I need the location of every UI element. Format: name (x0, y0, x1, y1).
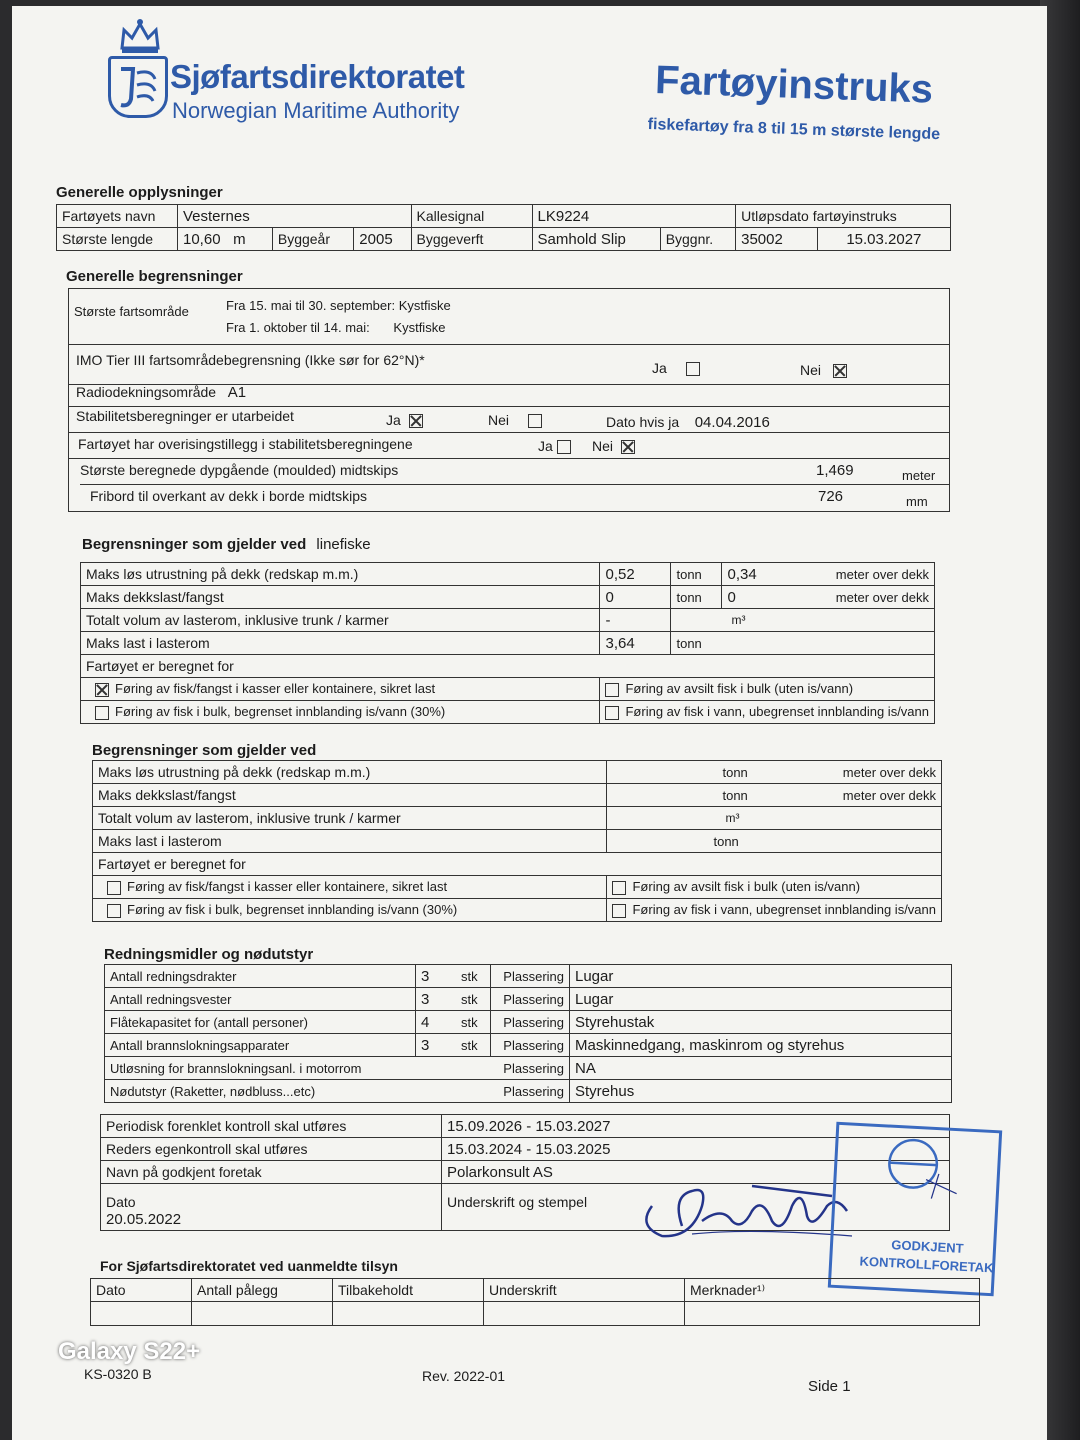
company-value: Polarkonsult AS (442, 1161, 950, 1184)
icing-nei: Nei (592, 438, 641, 454)
s2-row1-label: Maks løs utrustning på dekk (redskap m.m.) (93, 761, 607, 784)
org-name-english: Norwegian Maritime Authority (172, 98, 460, 123)
s2-row2-unit: tonn (717, 784, 767, 807)
s1-row4-unit: tonn (671, 632, 935, 655)
stab-nei: Nei (488, 412, 548, 428)
rescue-place: Maskinnedgang, maskinrom og styrehus (570, 1034, 952, 1057)
icing-nei-checkbox[interactable] (621, 440, 635, 454)
yard-no-label: Byggnr. (660, 228, 735, 251)
s2-opt1-checkbox[interactable] (107, 881, 121, 895)
yard-no-value: 35002 (736, 228, 818, 251)
radio-row: Radiodekningsområde A1 (76, 384, 247, 401)
s1-row3-value: - (600, 609, 671, 632)
inspection-table (90, 1278, 980, 1326)
s2-row1-unit: tonn (717, 761, 767, 784)
rescue-row (105, 1011, 952, 1034)
s2-opt4-checkbox[interactable] (612, 904, 626, 918)
s1-row1-value: 0,52 (600, 563, 671, 586)
vessel-name-label: Fartøyets navn (57, 205, 178, 228)
rescue-placement-label: Plassering (491, 1011, 570, 1034)
icing-ja: Ja (538, 438, 577, 454)
org-name: Sjøfartsdirektoratet (170, 58, 465, 95)
s2-opt3-checkbox[interactable] (107, 904, 121, 918)
stamp-text: GODKJENT KONTROLLFORETAK (859, 1237, 994, 1276)
s1-opt3: Føring av fisk i bulk, begrenset innblanding is/vann (30%) (81, 701, 600, 724)
periodic-label: Periodisk forenklet kontroll skal utføres (101, 1115, 442, 1138)
rescue-place: Styrehustak (570, 1011, 952, 1034)
inspection-col-remarks: Merknader¹⁾ (685, 1279, 980, 1302)
rescue-unit: stk (456, 1034, 491, 1057)
imo-nei: Nei (800, 362, 853, 378)
s1-row1-label: Maks løs utrustning på dekk (redskap m.m.) (81, 563, 600, 586)
emergency-placement-label: Plassering (491, 1080, 570, 1103)
inspection-col-date: Dato (91, 1279, 192, 1302)
release-place: NA (570, 1057, 952, 1080)
rescue-count: 3 (416, 965, 457, 988)
s1-opt2-checkbox[interactable] (605, 683, 619, 697)
rescue-row (105, 1080, 952, 1103)
inspection-col-detained: Tilbakeholdt (333, 1279, 484, 1302)
expiry-value: 15.03.2027 (817, 228, 950, 251)
rescue-place: Lugar (570, 988, 952, 1011)
signature-label: Underskrift og stempel (442, 1184, 950, 1231)
rescue-heading: Redningsmidler og nødutstyr (104, 946, 314, 963)
stab-date: Dato hvis ja 04.04.2016 (606, 414, 770, 431)
shield-emblem-icon (108, 56, 168, 118)
freeboard-value: 726 (818, 488, 844, 505)
rescue-label: Antall redningsvester (105, 988, 416, 1011)
inspection-cell[interactable] (333, 1302, 484, 1326)
section2-heading: Begrensninger som gjelder ved (92, 742, 317, 759)
imo-label: IMO Tier III fartsområdebegrensning (Ikke sør for 62°N)* (76, 352, 425, 368)
s2-opt3: Føring av fisk i bulk, begrenset innblanding is/vann (30%) (93, 899, 607, 922)
periodic-value: 15.09.2026 - 15.03.2027 (442, 1115, 950, 1138)
s2-row2-height-unit: meter over dekk (767, 784, 941, 807)
stab-ja: Ja (386, 412, 429, 428)
document-subtitle: fiskefartøy fra 8 til 15 m største lengde (647, 116, 941, 144)
s1-opt2: Føring av avsilt fisk i bulk (uten is/vann) (600, 678, 935, 701)
rescue-row (105, 1057, 952, 1080)
s1-row4-value: 3,64 (600, 632, 671, 655)
s1-row1-unit: tonn (671, 563, 722, 586)
rescue-label: Antall brannslokningsapparater (105, 1034, 416, 1057)
stab-nei-checkbox[interactable] (528, 414, 542, 428)
s2-row1-height-unit: meter over dekk (767, 761, 941, 784)
yard-value: Samhold Slip (532, 228, 660, 251)
rescue-count: 3 (416, 988, 457, 1011)
s1-opt4: Føring av fisk i vann, ubegrenset innblanding is/vann (600, 701, 935, 724)
inspection-cell[interactable] (91, 1302, 192, 1326)
section1-heading: Begrensninger som gjelder ved linefiske (82, 536, 371, 553)
inspection-cell[interactable] (192, 1302, 333, 1326)
s1-row3-unit: m³ (671, 609, 935, 632)
rescue-row (105, 988, 952, 1011)
inspection-cell[interactable] (484, 1302, 685, 1326)
stab-label: Stabilitetsberegninger er utarbeidet (76, 408, 294, 424)
rescue-row (105, 1034, 952, 1057)
s1-row2-height: 0 (722, 586, 781, 609)
draught-unit: meter (902, 468, 936, 483)
own-control-value: 15.03.2024 - 15.03.2025 (442, 1138, 950, 1161)
area-2: Fra 1. oktober til 14. mai: Kystfiske (226, 320, 446, 335)
s2-row3-unit: m³ (607, 807, 942, 830)
vessel-name-value: Vesternes (178, 205, 412, 228)
s2-opt1: Føring av fisk/fangst i kasser eller kontainere, sikret last (93, 876, 607, 899)
s2-row4-unit: tonn (607, 830, 942, 853)
rescue-count: 4 (416, 1011, 457, 1034)
inspection-cell[interactable] (685, 1302, 980, 1326)
imo-ja: Ja (652, 360, 706, 376)
rescue-label: Antall redningsdrakter (105, 965, 416, 988)
s1-row3-label: Totalt volum av lasterom, inklusive trunk / karmer (81, 609, 600, 632)
revision: Rev. 2022-01 (422, 1368, 506, 1384)
inspection-heading: For Sjøfartsdirektoratet ved uanmeldte tilsyn (100, 1258, 398, 1274)
area-label: Største fartsområde (74, 304, 189, 319)
callsign-value: LK9224 (532, 205, 736, 228)
s2-row3-label: Totalt volum av lasterom, inklusive trunk / karmer (93, 807, 607, 830)
rescue-placement-label: Plassering (491, 988, 570, 1011)
s2-opt4: Føring av fisk i vann, ubegrenset innblanding is/vann (607, 899, 942, 922)
document-title: Fartøyinstruks (654, 58, 934, 112)
rescue-unit: stk (456, 988, 491, 1011)
s1-row4-label: Maks last i lasterom (81, 632, 600, 655)
release-placement-label: Plassering (491, 1057, 570, 1080)
date-value: 20.05.2022 (106, 1211, 182, 1228)
s1-opt3-checkbox[interactable] (95, 706, 109, 720)
stab-ja-checkbox[interactable] (409, 414, 423, 428)
year-label: Byggeår (272, 228, 353, 251)
general-heading: Generelle opplysninger (56, 184, 223, 201)
inspection-col-signature: Underskrift (484, 1279, 685, 1302)
s1-opt1: Føring av fisk/fangst i kasser eller kontainere, sikret last (81, 678, 600, 701)
s1-opt1-checkbox[interactable] (95, 683, 109, 697)
length-value: 10,60 m (178, 228, 273, 251)
s2-opt2: Føring av avsilt fisk i bulk (uten is/vann) (607, 876, 942, 899)
rescue-place: Lugar (570, 965, 952, 988)
s1-opt4-checkbox[interactable] (605, 706, 619, 720)
callsign-label: Kallesignal (411, 205, 532, 228)
rescue-label: Flåtekapasitet for (antall personer) (105, 1011, 416, 1034)
form-code: KS-0320 B (84, 1366, 152, 1382)
expiry-label: Utløpsdato fartøyinstruks (736, 205, 951, 228)
length-label: Største lengde (57, 228, 178, 251)
s1-designed-label: Fartøyet er beregnet for (81, 655, 935, 678)
imo-nei-checkbox[interactable] (833, 364, 847, 378)
s1-row2-label: Maks dekkslast/fangst (81, 586, 600, 609)
rescue-table (104, 964, 952, 1103)
s2-opt2-checkbox[interactable] (612, 881, 626, 895)
s1-row1-height-unit: meter over dekk (781, 563, 935, 586)
s1-row2-height-unit: meter over dekk (781, 586, 935, 609)
freeboard-unit: mm (906, 494, 928, 509)
rescue-unit: stk (456, 965, 491, 988)
restrictions-heading: Generelle begrensninger (66, 268, 243, 285)
icing-label: Fartøyet har overisingstillegg i stabilitetsberegningene (78, 436, 413, 452)
release-label: Utløsning for brannslokningsanl. i motorrom (105, 1057, 491, 1080)
s1-row2-unit: tonn (671, 586, 722, 609)
yard-label: Byggeverft (411, 228, 532, 251)
rescue-row (105, 965, 952, 988)
imo-ja-checkbox[interactable] (686, 362, 700, 376)
draught-label: Største beregnede dypgående (moulded) midtskips (80, 462, 399, 478)
freeboard-label: Fribord til overkant av dekk i borde midtskips (90, 488, 367, 504)
camera-watermark: Galaxy S22+ (58, 1338, 201, 1365)
rescue-count: 3 (416, 1034, 457, 1057)
area-1: Fra 15. mai til 30. september: Kystfiske (226, 298, 451, 313)
s1-row2-value: 0 (600, 586, 671, 609)
section1-table (80, 562, 935, 724)
emergency-label: Nødutstyr (Raketter, nødbluss...etc) (105, 1080, 491, 1103)
document-page (12, 6, 1047, 1440)
general-table (56, 204, 951, 251)
length-unit: m (233, 230, 246, 248)
emergency-place: Styrehus (570, 1080, 952, 1103)
s2-row4-label: Maks last i lasterom (93, 830, 607, 853)
draught-value: 1,469 (816, 462, 854, 479)
inspection-col-orders: Antall pålegg (192, 1279, 333, 1302)
rescue-placement-label: Plassering (491, 965, 570, 988)
s2-designed-label: Fartøyet er beregnet for (93, 853, 942, 876)
rescue-placement-label: Plassering (491, 1034, 570, 1057)
org-logo (108, 18, 508, 138)
company-label: Navn på godkjent foretak (101, 1161, 442, 1184)
icing-ja-checkbox[interactable] (557, 440, 571, 454)
s2-row2-label: Maks dekkslast/fangst (93, 784, 607, 807)
date-cell: Dato 20.05.2022 (101, 1184, 442, 1231)
crown-icon (118, 18, 162, 54)
own-control-label: Reders egenkontroll skal utføres (101, 1138, 442, 1161)
section2-table (92, 760, 942, 922)
s1-row1-height: 0,34 (722, 563, 781, 586)
rescue-unit: stk (456, 1011, 491, 1034)
year-value: 2005 (354, 228, 411, 251)
page-number: Side 1 (808, 1378, 851, 1395)
